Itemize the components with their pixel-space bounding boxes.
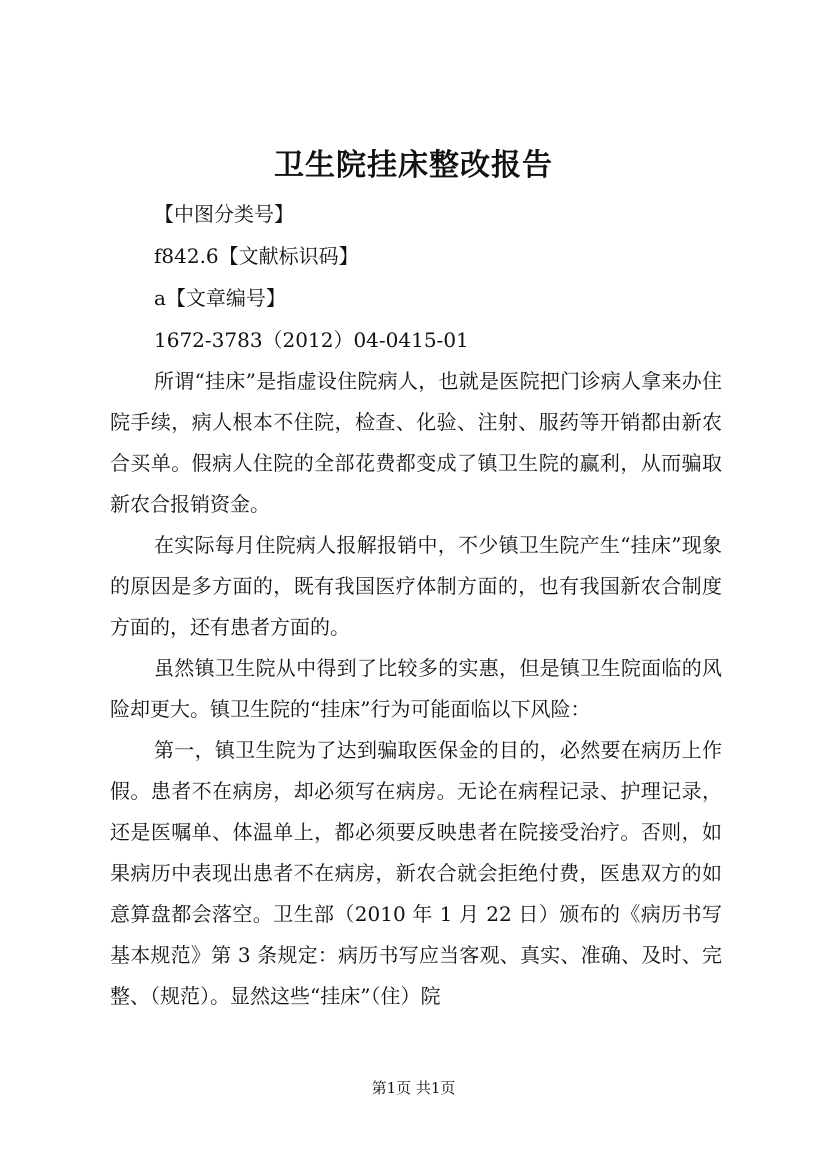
article-number: 1672-3783（2012）04-0415-01	[154, 328, 469, 352]
page-footer: 第1页 共1页	[371, 1079, 456, 1097]
document-code: a【文章编号】	[154, 286, 286, 310]
paragraph-definition: 所谓“挂床”是指虚设住院病人，也就是医院把门诊病人拿来办住院手续，病人根本不住院，检查、化验、注射、服药等开销都由新农合买单。假病人住院的全部花费都变成了镇卫生院的赢利，从而骗取新农合报销资金。	[110, 369, 722, 516]
paragraph-risks: 虽然镇卫生院从中得到了比较多的实惠，但是镇卫生院面临的风险却更大。镇卫生院的“挂床”行为可能面临以下风险：	[110, 656, 722, 721]
paragraph-first-risk: 第一，镇卫生院为了达到骗取医保金的目的，必然要在病历上作假。患者不在病房，却必须写在病房。无论在病程记录、护理记录，还是医嘱单、体温单上，都必须要反映患者在院接受治疗。否则，如果病历中表现出患者不在病房，新农合就会拒绝付费，医患双方的如意算盘都会落空。卫生部（2010 年 1 月 22 日）颁布的《病历书写基本规范》第 3 条规定：病历书写应当客观、真实、准确、及时、完整、（规范）。显然这些“挂床”（住）院	[110, 738, 722, 1008]
document-title: 卫生院挂床整改报告	[274, 148, 553, 183]
paragraph-causes: 在实际每月住院病人报解报销中，不少镇卫生院产生“挂床”现象的原因是多方面的，既有我国医疗体制方面的，也有我国新农合制度方面的，还有患者方面的。	[110, 533, 722, 639]
classification-label: 【中图分类号】	[154, 202, 294, 226]
classification-code: f842.6【文献标识码】	[154, 244, 359, 268]
